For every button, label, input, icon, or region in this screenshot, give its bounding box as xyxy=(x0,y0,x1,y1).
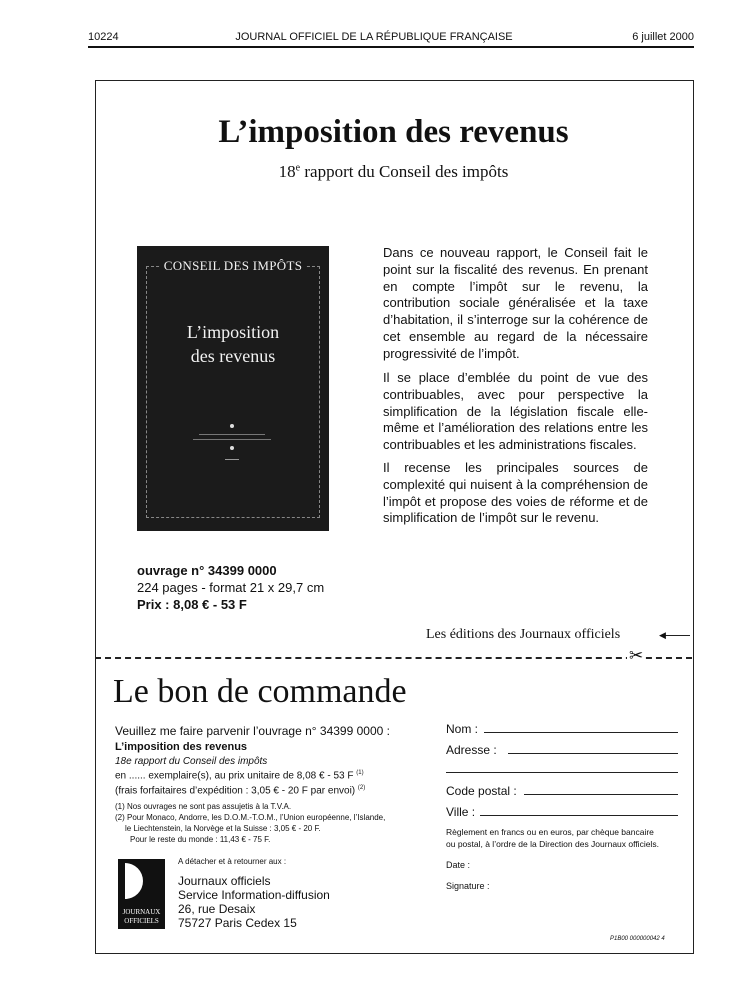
note-1: (1) Nos ouvrages ne sont pas assujetis à la T.V.A. xyxy=(115,802,292,811)
cover-title-2: des revenus xyxy=(190,346,276,366)
cover-header: CONSEIL DES IMPÔTS xyxy=(137,258,329,274)
address-line-1: Journaux officiels xyxy=(178,874,271,888)
description-paragraph-1: Dans ce nouveau rapport, le Conseil fait le point sur la fiscalité des revenus. En prenant en compte l’impôt sur le revenu, la contribution sociale généralisée et la taxe d’habitation, il s’interroge sur la cohérence de cet ensemble au regard de la nécessaire progressivité de l’impôt. xyxy=(383,245,648,361)
description-paragraph-3: Il recense les principales sources de complexité qui nuisent à la compréhension de l’impôt et propose des voies de réforme et de simplification de l’impôt sur le revenu. xyxy=(383,460,648,526)
journal-title: JOURNAL OFFICIEL DE LA RÉPUBLIQUE FRANÇAISE xyxy=(235,31,513,43)
cut-line xyxy=(95,657,692,659)
quantity-line: en ...... exemplaire(s), au prix unitaire de 8,08 € - 53 F $^{(1)}$ xyxy=(115,770,364,782)
logo-text-2: OFFICIELS xyxy=(124,917,159,925)
name-field[interactable] xyxy=(484,732,678,733)
header-rule xyxy=(88,46,694,48)
city-label: Ville : xyxy=(446,805,476,819)
arrow-line xyxy=(662,635,690,636)
address-label: Adresse : xyxy=(446,743,497,757)
logo-mark xyxy=(125,863,143,899)
order-book-sub: 18e rapport du Conseil des impôts xyxy=(115,756,268,767)
journaux-officiels-logo xyxy=(118,859,165,929)
postal-code-field[interactable] xyxy=(524,794,678,795)
work-number: ouvrage n° 34399 0000 xyxy=(137,563,277,578)
note-2-line-3: Pour le reste du monde : 11,43 € - 75 F. xyxy=(130,835,271,844)
order-title: Le bon de commande xyxy=(113,673,407,710)
cover-dot xyxy=(230,424,234,428)
city-field[interactable] xyxy=(480,815,678,816)
address-line-4: 75727 Paris Cedex 15 xyxy=(178,916,297,930)
address-line-3: 26, rue Desaix xyxy=(178,902,256,916)
name-label: Nom : xyxy=(446,722,479,736)
note-2-line-1: (2) Pour Monaco, Andorre, les D.O.M.-T.O.M., l’Union européenne, l’Islande, xyxy=(115,813,386,822)
reference-code: P1B00 000000042 4 xyxy=(610,936,665,942)
cover-dot-2 xyxy=(230,446,234,450)
postal-code-label: Code postal : xyxy=(446,784,517,798)
ad-title: L’imposition des revenus xyxy=(218,114,569,150)
note-2-line-2: le Liechtenstein, la Norvège et la Suisse : 3,05 € - 20 F. xyxy=(125,824,321,833)
arrow-left-icon: ◀ xyxy=(659,630,666,640)
cover-title-1: L’imposition xyxy=(186,322,280,342)
return-label: A détacher et à retourner aux : xyxy=(178,857,287,866)
order-book-title: L’imposition des revenus xyxy=(115,741,248,753)
date-label: Date : xyxy=(446,860,471,870)
address-line-2: Service Information-diffusion xyxy=(178,888,330,902)
payment-line-2: ou postal, à l’ordre de la Direction des Journaux officiels. xyxy=(446,839,659,849)
cover-frame xyxy=(146,266,320,518)
page-number: 10224 xyxy=(88,31,119,43)
shipping-line: (frais forfaitaires d’expédition : 3,05 € - 20 F par envoi) $^{(2)}$ xyxy=(115,785,366,797)
logo-text-1: JOURNAUX xyxy=(122,908,161,916)
ad-subtitle: 18e rapport du Conseil des impôts xyxy=(278,162,509,181)
order-request: Veuillez me faire parvenir l’ouvrage n° 34399 0000 : xyxy=(115,724,390,738)
description-paragraph-2: Il se place d’emblée du point de vue des contribuables, avec pour perspective la simplification de la législation fiscale elle-même et l’amélioration des relations entre les contribuables et les administrations fiscales. xyxy=(383,370,648,453)
cover-fine-print-2 xyxy=(193,439,271,440)
issue-date: 6 juillet 2000 xyxy=(632,31,694,43)
cover-fine-print xyxy=(199,434,265,435)
book-cover-image xyxy=(137,246,329,531)
price: Prix : 8,08 € - 53 F xyxy=(137,597,247,612)
address-field-2[interactable] xyxy=(446,772,678,773)
pages-format: 224 pages - format 21 x 29,7 cm xyxy=(137,580,325,595)
publisher: Les éditions des Journaux officiels xyxy=(426,627,621,642)
payment-line-1: Règlement en francs ou en euros, par chèque bancaire xyxy=(446,827,654,837)
address-field[interactable] xyxy=(508,753,678,754)
cover-mark xyxy=(225,459,239,460)
scissors-icon: ✂ xyxy=(629,646,644,665)
signature-label: Signature : xyxy=(446,881,490,891)
